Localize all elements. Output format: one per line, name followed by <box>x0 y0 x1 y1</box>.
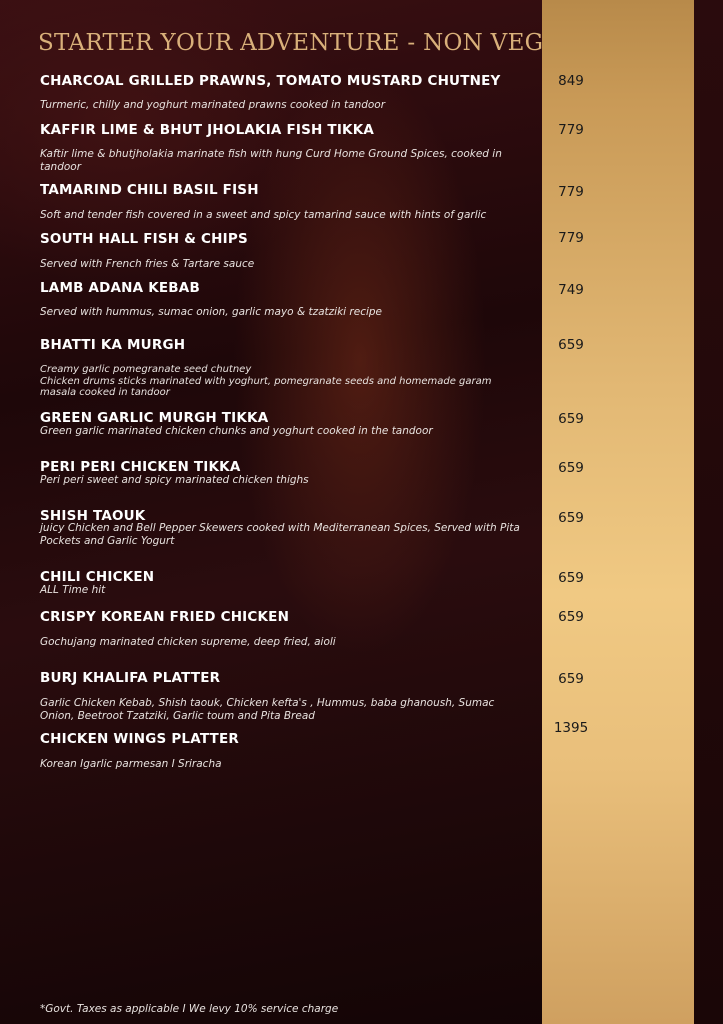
item-price-chili-chicken: 659 <box>558 570 584 586</box>
item-desc-south-hall-fish-chips: Served with French fries & Tartare sauce <box>40 258 255 270</box>
item-name-peri-peri-chicken-tikka: PERI PERI CHICKEN TIKKA <box>40 459 241 475</box>
item-desc-kaffir-lime-fish-tikka: Kaftir lime & bhutjholakia marinate fish with hung Curd Home Ground Spices, cooked in tandoor <box>40 148 502 173</box>
item-price-charcoal-grilled-prawns: 849 <box>558 73 584 89</box>
item-name-shish-taouk: SHISH TAOUK <box>40 508 146 524</box>
footer-note: *Govt. Taxes as applicable I We levy 10% service charge <box>40 1003 339 1015</box>
item-desc-tamarind-chili-basil-fish: Soft and tender fish covered in a sweet and spicy tamarind sauce with hints of garlic <box>40 209 487 221</box>
item-desc-peri-peri-chicken-tikka: Peri peri sweet and spicy marinated chicken thighs <box>40 474 309 486</box>
item-name-burj-khalifa-platter: BURJ KHALIFA PLATTER <box>40 670 221 686</box>
item-name-south-hall-fish-chips: SOUTH HALL FISH & CHIPS <box>40 231 248 247</box>
item-desc-chili-chicken: ALL Time hit <box>40 584 106 596</box>
item-desc-charcoal-grilled-prawns: Turmeric, chilly and yoghurt marinated prawns cooked in tandoor <box>40 99 386 111</box>
item-name-chili-chicken: CHILI CHICKEN <box>40 569 155 585</box>
item-name-chicken-wings-platter: CHICKEN WINGS PLATTER <box>40 731 239 747</box>
item-price-burj-khalifa-platter: 659 <box>558 671 584 687</box>
item-price-crispy-korean-fried-chicken: 659 <box>558 609 584 625</box>
item-price-kaffir-lime-fish-tikka: 779 <box>558 122 584 138</box>
item-price-shish-taouk: 659 <box>558 510 584 526</box>
item-desc-green-garlic-murgh-tikka: Green garlic marinated chicken chunks and yoghurt cooked in the tandoor <box>40 425 433 437</box>
item-desc-lamb-adana-kebab: Served with hummus, sumac onion, garlic mayo & tzatziki recipe <box>40 306 383 318</box>
item-desc-burj-khalifa-platter: Garlic Chicken Kebab, Shish taouk, Chicken kefta's , Hummus, baba ghanoush, Sumac Onion, Beetroot Tzatziki, Garlic toum and Pita Bread <box>40 697 495 722</box>
item-name-kaffir-lime-fish-tikka: KAFFIR LIME & BHUT JHOLAKIA FISH TIKKA <box>40 122 375 138</box>
item-price-tamarind-chili-basil-fish: 779 <box>558 184 584 200</box>
item-price-south-hall-fish-chips: 779 <box>558 230 584 246</box>
item-price-green-garlic-murgh-tikka: 659 <box>558 411 584 427</box>
item-name-green-garlic-murgh-tikka: GREEN GARLIC MURGH TIKKA <box>40 410 269 426</box>
right-edge-strip <box>694 0 723 1024</box>
item-price-peri-peri-chicken-tikka: 659 <box>558 460 584 476</box>
item-desc-bhatti-ka-murgh: Creamy garlic pomegranate seed chutney Chicken drums sticks marinated with yoghurt, pomegranate seeds and homemade garam masala cooked in tandoor <box>40 364 492 398</box>
item-desc-crispy-korean-fried-chicken: Gochujang marinated chicken supreme, deep fried, aioli <box>40 636 336 648</box>
item-name-charcoal-grilled-prawns: CHARCOAL GRILLED PRAWNS, TOMATO MUSTARD CHUTNEY <box>40 73 501 89</box>
item-desc-chicken-wings-platter: Korean Igarlic parmesan I Sriracha <box>40 758 222 770</box>
item-desc-shish-taouk: juicy Chicken and Bell Pepper Skewers cooked with Mediterranean Spices, Served with Pita Pockets and Garlic Yogurt <box>40 522 520 547</box>
item-name-tamarind-chili-basil-fish: TAMARIND CHILI BASIL FISH <box>40 182 259 198</box>
item-name-bhatti-ka-murgh: BHATTI KA MURGH <box>40 337 186 353</box>
item-name-crispy-korean-fried-chicken: CRISPY KOREAN FRIED CHICKEN <box>40 609 290 625</box>
item-price-lamb-adana-kebab: 749 <box>558 282 584 298</box>
menu-title: STARTER YOUR ADVENTURE - NON VEG <box>38 30 544 56</box>
item-price-bhatti-ka-murgh: 659 <box>558 337 584 353</box>
item-price-chicken-wings-platter: 1395 <box>553 720 589 736</box>
item-name-lamb-adana-kebab: LAMB ADANA KEBAB <box>40 280 200 296</box>
